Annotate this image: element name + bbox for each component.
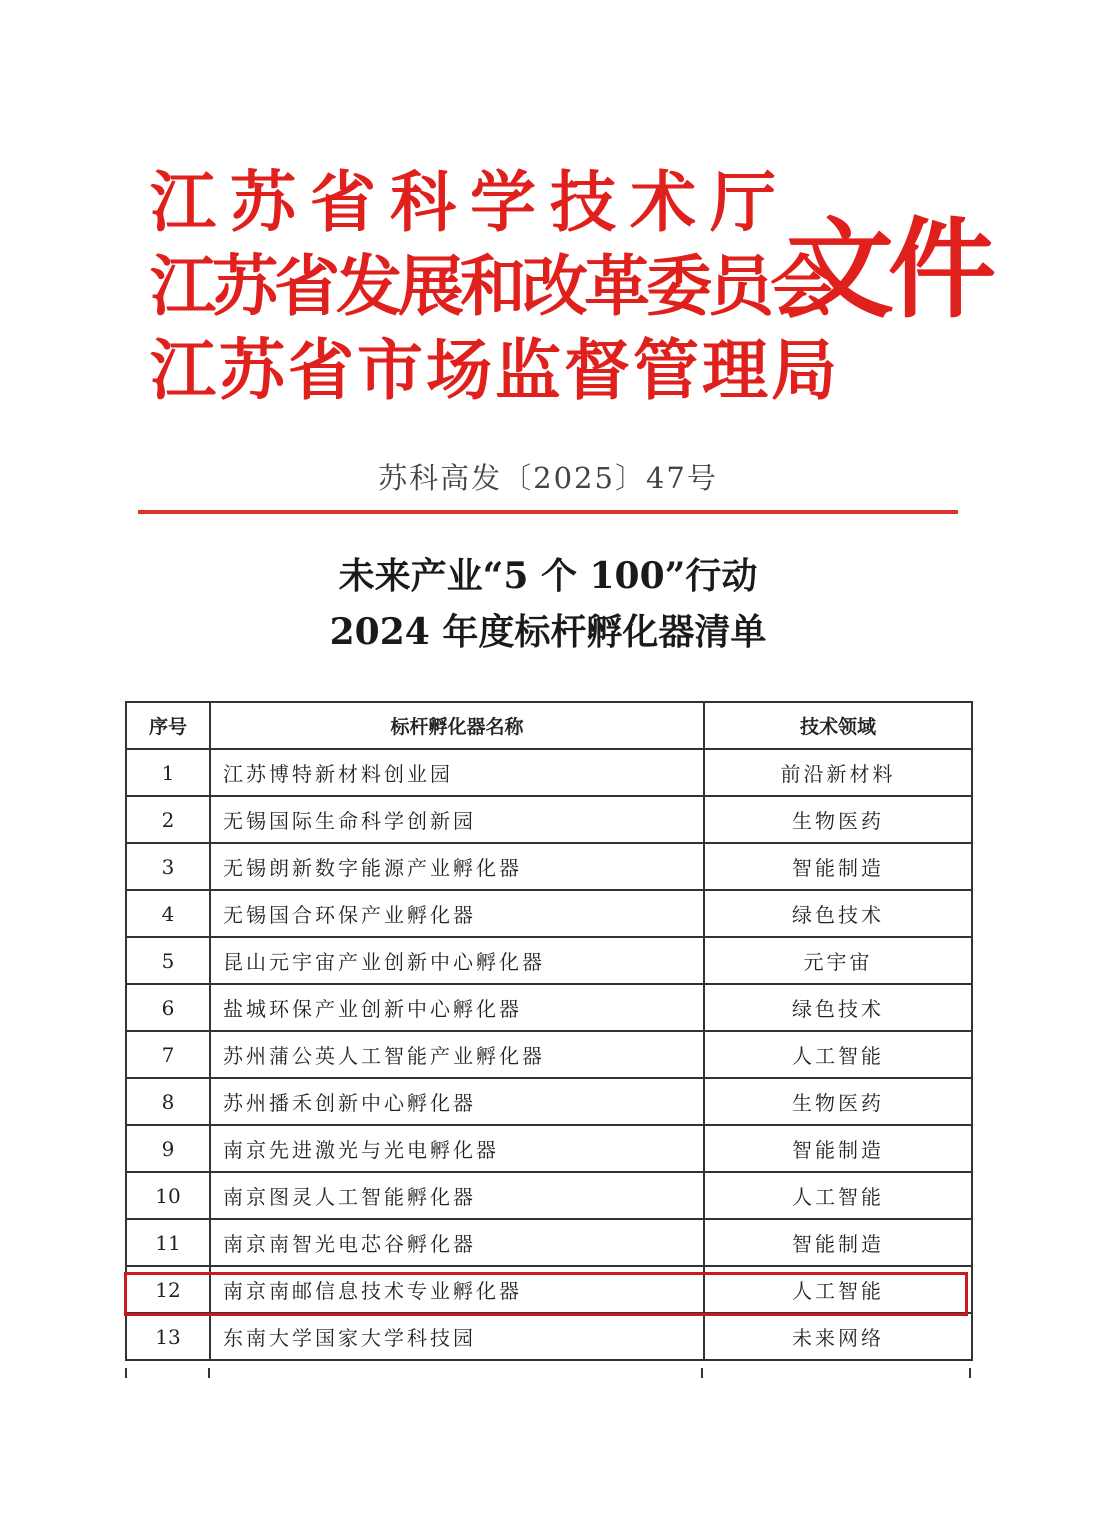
row-number: 9 [126,1125,210,1172]
incubator-name: 昆山元宇宙产业创新中心孵化器 [210,937,704,984]
column-header-name: 标杆孵化器名称 [210,702,704,749]
issuer-name: 江苏省科学技术厅 [150,163,790,241]
technology-field: 前沿新材料 [704,749,972,796]
technology-field: 人工智能 [704,1031,972,1078]
header-divider [138,510,958,514]
row-number: 2 [126,796,210,843]
technology-field: 智能制造 [704,1219,972,1266]
incubator-name: 南京先进激光与光电孵化器 [210,1125,704,1172]
incubator-name: 南京南智光电芯谷孵化器 [210,1219,704,1266]
table-row [126,1313,972,1360]
incubator-name: 盐城环保产业创新中心孵化器 [210,984,704,1031]
technology-field: 智能制造 [704,843,972,890]
table-row [126,1172,972,1219]
technology-field: 未来网络 [704,1313,972,1360]
row-number: 10 [126,1172,210,1219]
column-header-field: 技术领域 [704,702,972,749]
table-body [126,749,972,1360]
table-border-tail [125,1368,127,1378]
incubator-name: 无锡国际生命科学创新园 [210,796,704,843]
row-number: 5 [126,937,210,984]
table-row [126,796,972,843]
technology-field: 元宇宙 [704,937,972,984]
document-type-label: 文件 [786,207,991,333]
technology-field: 智能制造 [704,1125,972,1172]
incubator-name: 无锡国合环保产业孵化器 [210,890,704,937]
issuer-block [150,160,840,412]
issuer-name: 江苏省市场监督管理局 [150,331,840,409]
table-row [126,1125,972,1172]
table-row [126,1219,972,1266]
document-number: 苏科高发〔2025〕47号 [378,461,718,495]
row-number: 4 [126,890,210,937]
technology-field: 生物医药 [704,796,972,843]
incubator-name: 苏州播禾创新中心孵化器 [210,1078,704,1125]
incubator-name: 苏州蒲公英人工智能产业孵化器 [210,1031,704,1078]
incubator-table [125,701,971,1361]
row-number: 7 [126,1031,210,1078]
table-row [126,1266,972,1313]
table-row [126,1078,972,1125]
technology-field: 生物医药 [704,1078,972,1125]
incubator-name: 东南大学国家大学科技园 [210,1313,704,1360]
table-row [126,1031,972,1078]
document-title-line1: 未来产业“5 个 100”行动 [338,555,758,597]
incubator-name: 南京图灵人工智能孵化器 [210,1172,704,1219]
column-header-no: 序号 [126,702,210,749]
table-header-row [126,702,972,749]
incubator-name: 江苏博特新材料创业园 [210,749,704,796]
table-row [126,843,972,890]
table-row [126,749,972,796]
table-row [126,937,972,984]
technology-field: 绿色技术 [704,890,972,937]
table-row [126,890,972,937]
row-number: 11 [126,1219,210,1266]
row-number: 1 [126,749,210,796]
table-border-tail [969,1368,971,1378]
row-number: 3 [126,843,210,890]
table-row [126,984,972,1031]
technology-field: 人工智能 [704,1266,972,1313]
row-number: 8 [126,1078,210,1125]
row-number: 6 [126,984,210,1031]
row-number: 13 [126,1313,210,1360]
document-title-line2: 2024 年度标杆孵化器清单 [329,611,767,653]
technology-field: 绿色技术 [704,984,972,1031]
table-border-tail [208,1368,210,1378]
row-number: 12 [126,1266,210,1313]
issuer-name: 江苏省发展和改革委员会 [150,247,832,325]
table-border-tail [701,1368,703,1378]
incubator-name: 南京南邮信息技术专业孵化器 [210,1266,704,1313]
technology-field: 人工智能 [704,1172,972,1219]
incubator-name: 无锡朗新数字能源产业孵化器 [210,843,704,890]
